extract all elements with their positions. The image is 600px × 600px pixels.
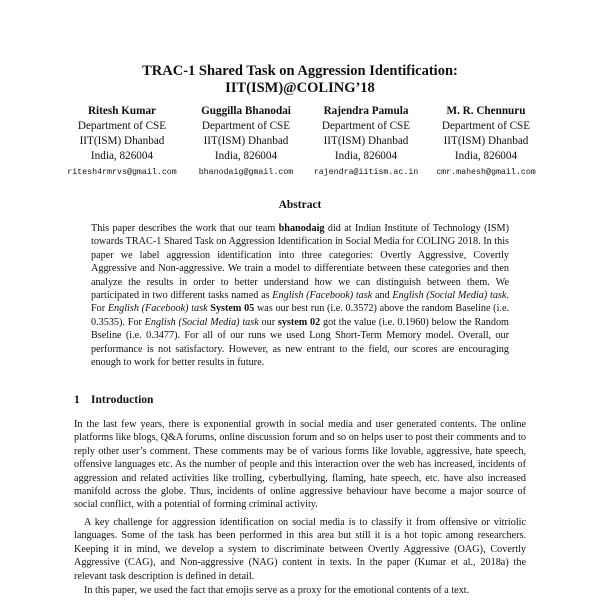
author-location: India, 826004 [214, 150, 278, 162]
author-department: Department of CSE [77, 120, 167, 132]
author-institution: IIT(ISM) Dhanbad [203, 135, 289, 147]
author-location: India, 826004 [90, 150, 154, 162]
team-name: bhanodaig [278, 223, 325, 234]
author-block [183, 104, 309, 179]
paper-title-line-1: TRAC-1 Shared Task on Aggression Identification: [142, 63, 458, 79]
author-name: Ritesh Kumar [87, 105, 157, 117]
task-name: English (Facebook) task [107, 303, 208, 315]
author-department: Department of CSE [201, 120, 291, 132]
abstract-text [91, 222, 509, 369]
paragraph-text: A key challenge for aggression identification on social media is to classify it from offensive or vitriolic languages. Some of the task has been performed in this area but still it is a hot topic among researchers. Keeping it in mind, we develop a system to discriminate between Overtly Aggressive (OAG), Covertly Aggressive (CAG), and Non-aggressive (NAG) content in texts. In the paper (Kumar et al., 2018a) the relevant task description is defined in detail. [74, 517, 526, 582]
author-institution: IIT(ISM) Dhanbad [323, 135, 409, 147]
abstract-fragment: . For [91, 290, 509, 315]
abstract-fragment: and [372, 290, 393, 302]
section-heading [74, 394, 153, 406]
abstract-fragment: was our best run (i.e. 0.3572) above the random Baseline (i.e. 0.3535). For [91, 303, 510, 328]
abstract-fragment: got the value (i.e. 0.1960) below the Random Bseline (i.e. 0.3477). For all of our runs we used Long Short-Term Memory model. Overall, our performance is not satisfactory. However, as new entrant to the field, our scores are encouraging enough to work for better results in future. [91, 316, 509, 369]
system-name: System 05 [210, 303, 255, 315]
paper-title-line-2: IIT(ISM)@COLING’18 [225, 80, 375, 96]
task-name: English (Social Media) task [392, 290, 507, 302]
body-paragraph [74, 418, 526, 512]
abstract-heading: Abstract [278, 199, 322, 211]
author-email: bhanodaig@gmail.com [198, 168, 294, 177]
abstract-fragment: This paper describes the work that our team [91, 223, 279, 234]
body-paragraph [74, 584, 526, 597]
paragraph-text: In this paper, we used the fact that emojis serve as a proxy for the emotional contents of a text. [84, 585, 470, 596]
section-number: 1 [74, 394, 80, 406]
author-location: India, 826004 [454, 150, 518, 162]
abstract-fragment: did at Indian Institute of Technology (ISM) towards TRAC-1 Shared Task on Aggression Identification in Social Media for COLING 2018. In this paper we label aggression identification into three categories: Overtly Aggressive, Covertly Aggressive and Non-aggressive. We train a model to differentiate between these categories and then analyze the results in order to better understand how we can distinguish between them. We participated in two different tasks named as [91, 223, 510, 302]
author-department: Department of CSE [441, 120, 531, 132]
section-title: Introduction [91, 394, 154, 406]
author-institution: IIT(ISM) Dhanbad [443, 135, 529, 147]
author-block [62, 104, 182, 179]
author-email: cmr.mahesh@gmail.com [436, 168, 536, 177]
author-block [424, 104, 548, 179]
body-paragraph [74, 516, 526, 583]
author-block [306, 104, 426, 179]
paragraph-text: In the last few years, there is exponential growth in social media and user generated contents. The online platforms like blogs, Q&A forums, online discussion forum and so on helps user to post their comments and to reply other user’s comment. These comments may be of various forms like lovable, aggressive, hate speech, offensive languages etc. As the number of people and this interaction over the web has increased, incidents of aggression and related activities like trolling, cyberbullying, flaming, hate speech, etc. have also increased manifold across the globe. Thus, incidents of online aggressive behaviour have become a major source of social conflict, with a potential of forming criminal activity. [74, 419, 526, 511]
system-name: system 02 [277, 316, 321, 328]
author-name: Guggilla Bhanodai [201, 105, 291, 117]
author-location: India, 826004 [334, 150, 398, 162]
author-department: Department of CSE [321, 120, 411, 132]
abstract-fragment: our [258, 316, 278, 328]
task-name: English (Facebook) task [272, 290, 373, 302]
author-email: rajendra@iitism.ac.in [313, 168, 419, 177]
author-name: M. R. Chennuru [446, 105, 526, 117]
author-email: ritesh4rmrvs@gmail.com [67, 168, 177, 177]
author-institution: IIT(ISM) Dhanbad [79, 135, 165, 147]
task-name: English (Social Media) task [144, 316, 259, 328]
author-name: Rajendra Pamula [323, 105, 409, 117]
